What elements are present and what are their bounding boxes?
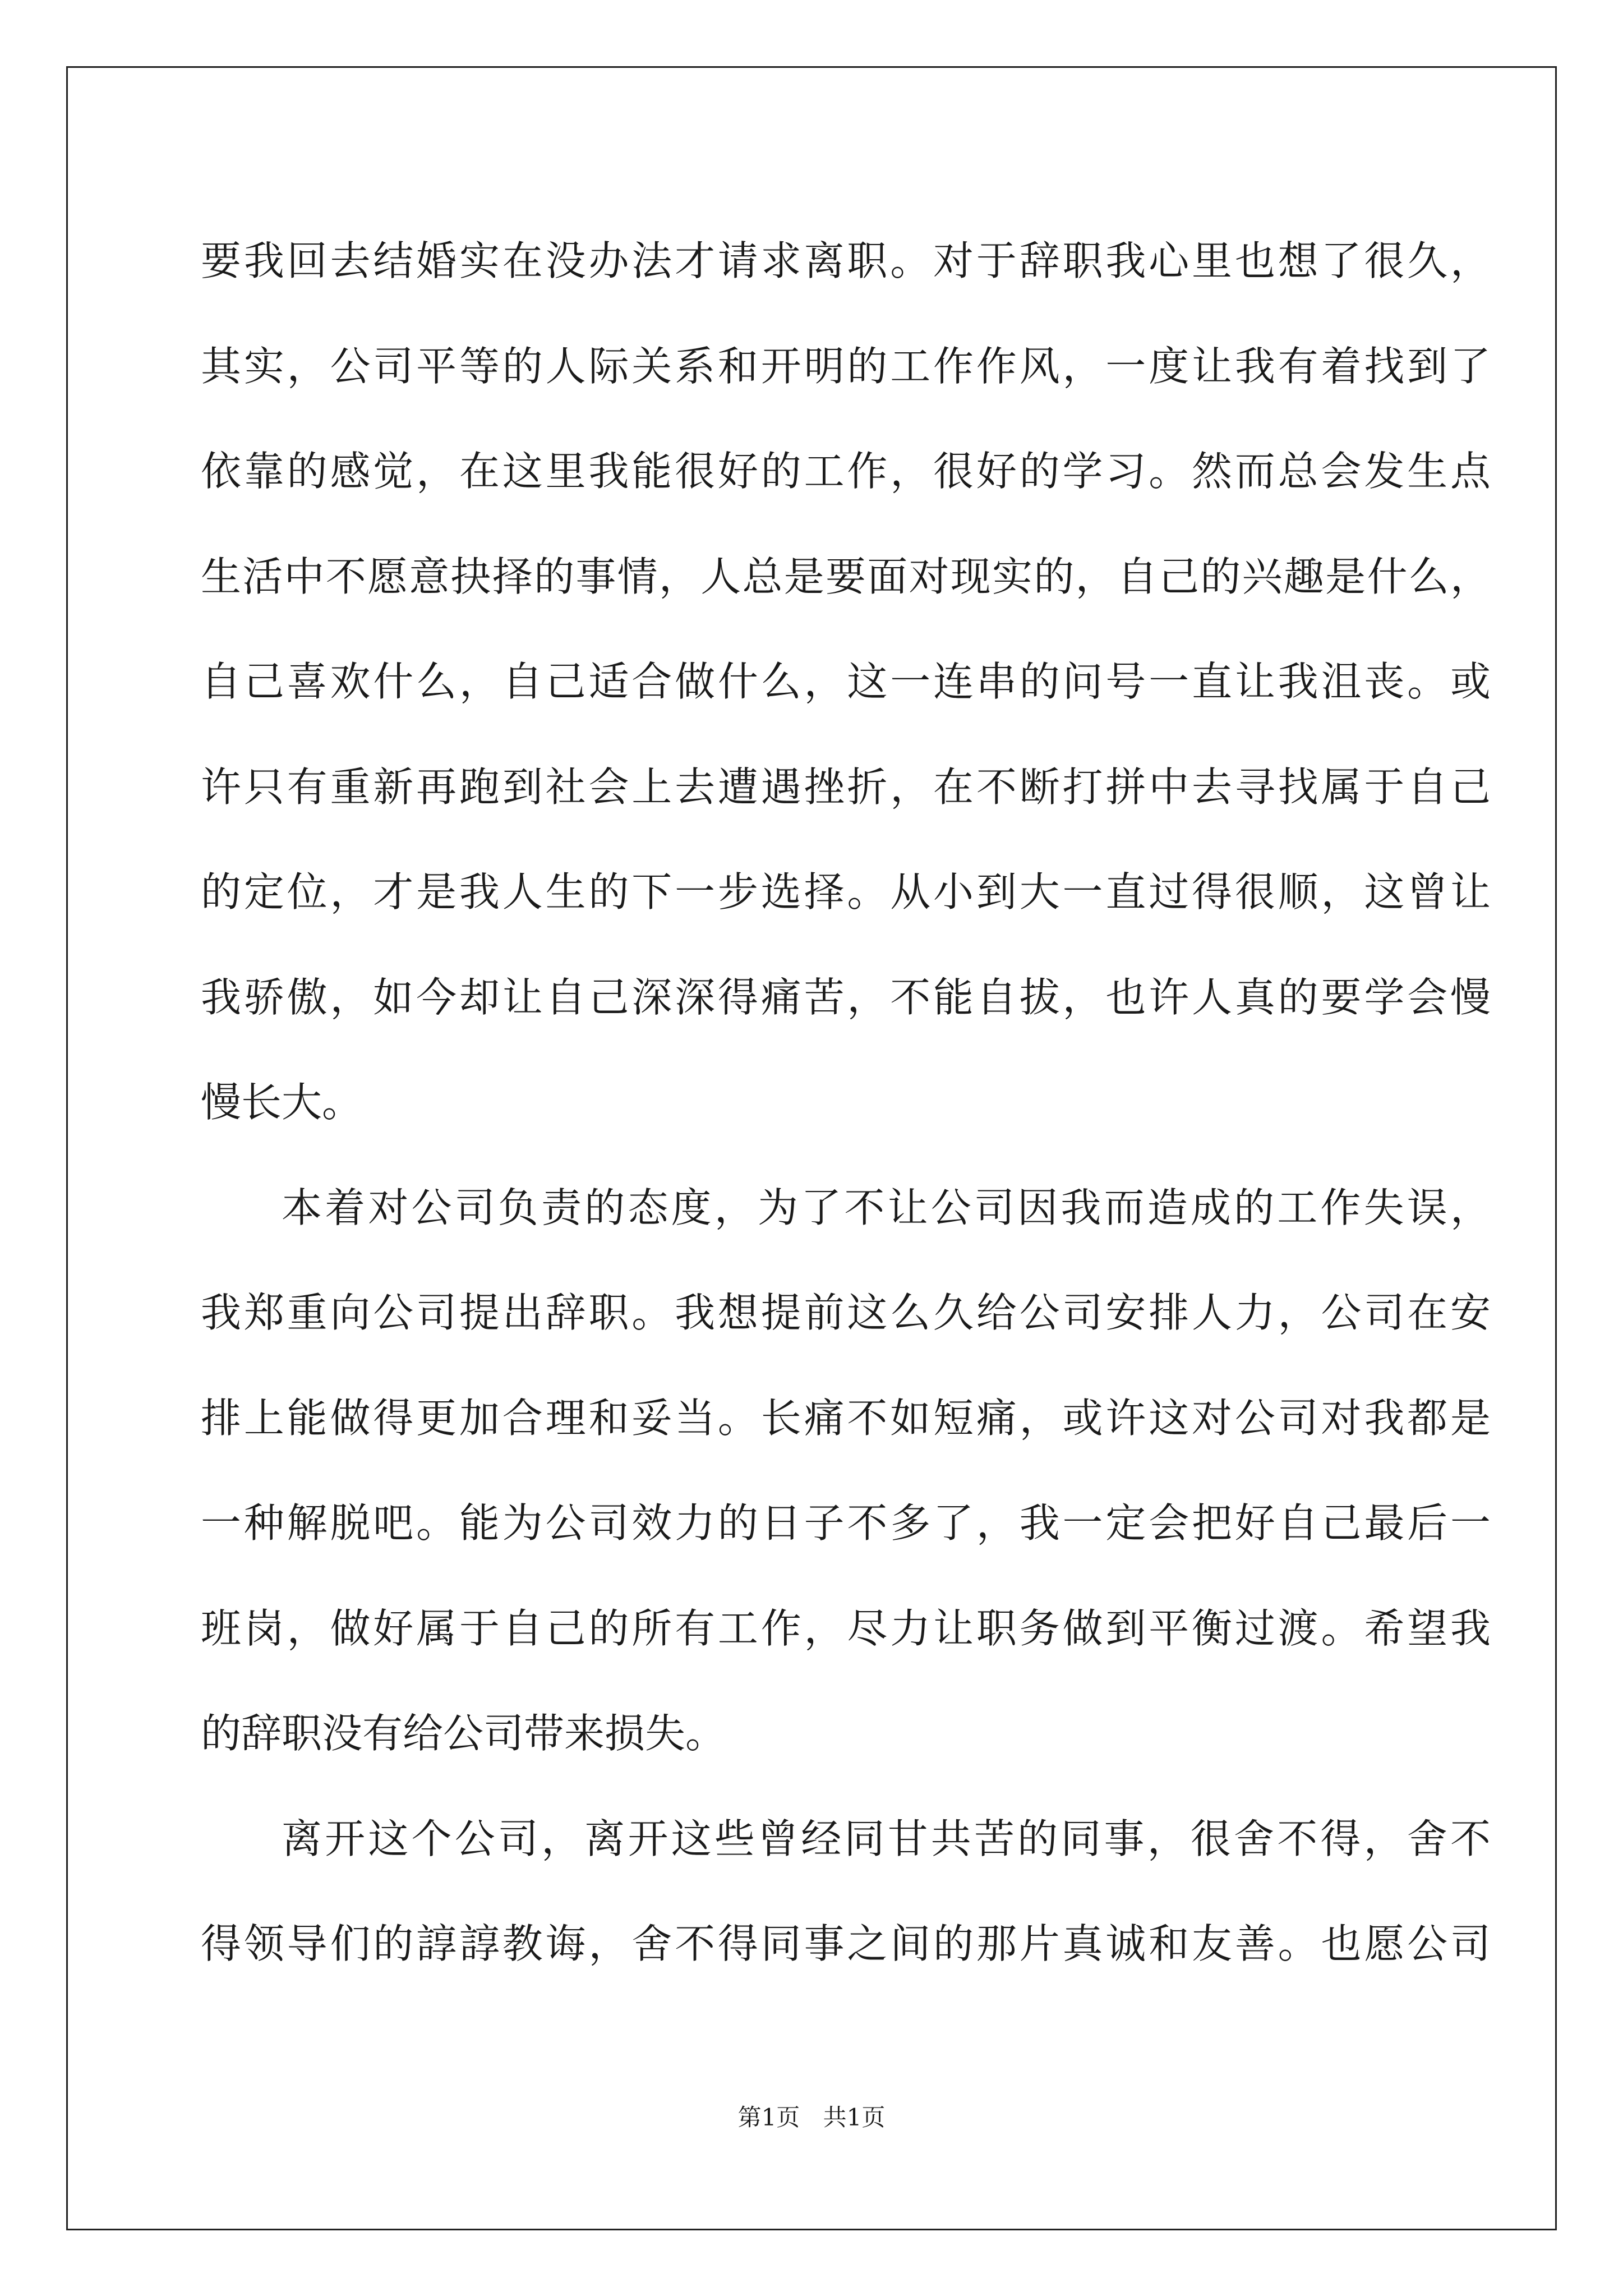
page-footer [0,2099,1623,2133]
text-line: 一种解脱吧。能为公司效力的日子不多了，我一定会把好自己最后一 [201,1499,1491,1547]
text-line: 得领导们的諄諄教诲，舍不得同事之间的那片真诚和友善。也愿公司 [201,1920,1491,1967]
text-line: 的辞职没有给公司带来损失。 [201,1710,726,1757]
text-line: 我骄傲，如今却让自己深深得痛苦，不能自拔，也许人真的要学会慢 [201,973,1491,1021]
text-line: 依靠的感觉，在这里我能很好的工作，很好的学习。然而总会发生点 [201,448,1491,495]
text-line: 生活中不愿意抉择的事情，人总是要面对现实的，自己的兴趣是什么， [201,553,1491,600]
text-line: 排上能做得更加合理和妥当。长痛不如短痛，或许这对公司对我都是 [201,1394,1491,1442]
text-line: 许只有重新再跑到社会上去遭遇挫折，在不断打拼中去寻找属于自己 [201,763,1491,811]
paragraph-start-line: 离开这个公司，离开这些曾经同甘共苦的同事，很舍不得，舍不 [282,1815,1491,1862]
text-line: 班岗，做好属于自己的所有工作，尽力让职务做到平衡过渡。希望我 [201,1604,1491,1652]
text-line: 要我回去结婚实在没办法才请求离职。对于辞职我心里也想了很久， [201,237,1491,284]
paragraph-start-line: 本着对公司负责的态度，为了不让公司因我而造成的工作失误， [282,1184,1491,1231]
text-line: 的定位，才是我人生的下一步选择。从小到大一直过得很顺，这曾让 [201,868,1491,915]
text-line: 我郑重向公司提出辞职。我想提前这么久给公司安排人力，公司在安 [201,1289,1491,1336]
page-total: 共1页 [823,2104,886,2131]
document-body [201,209,1491,1997]
page-number: 第1页 [737,2104,800,2131]
text-line: 自己喜欢什么，自己适合做什么，这一连串的问号一直让我沮丧。或 [201,658,1491,705]
text-line: 其实，公司平等的人际关系和开明的工作作风，一度让我有着找到了 [201,342,1491,390]
text-line: 慢长大。 [201,1079,363,1126]
